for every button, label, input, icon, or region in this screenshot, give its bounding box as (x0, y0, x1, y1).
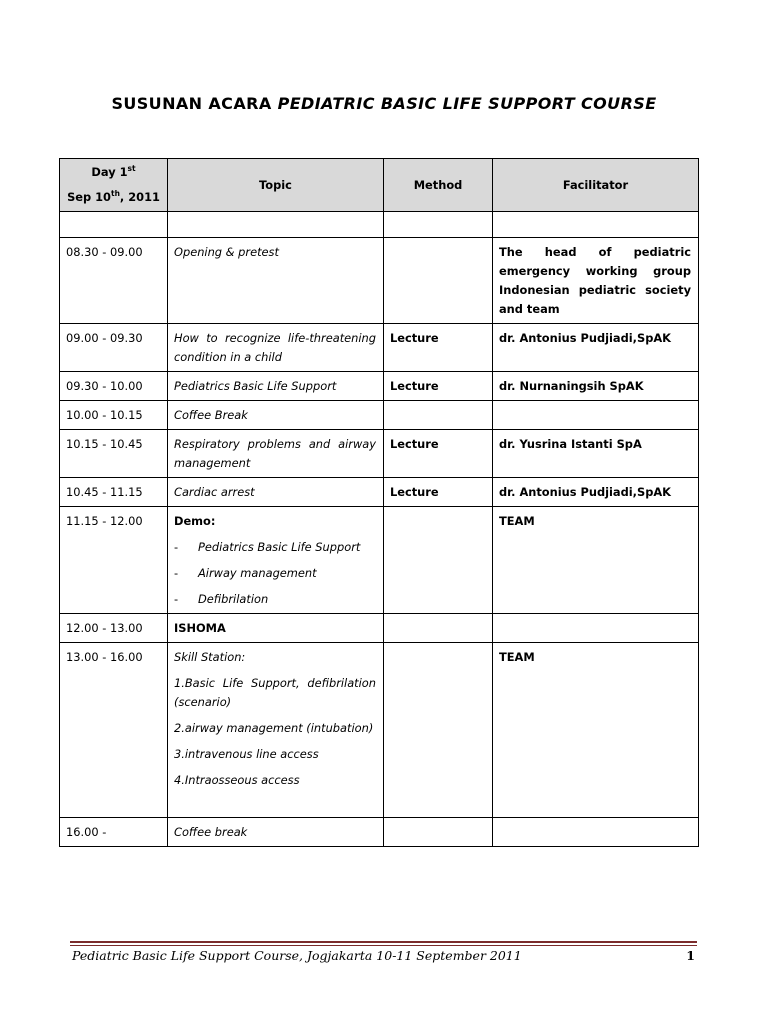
footer-rule (70, 941, 697, 943)
header-topic: Topic (168, 159, 384, 212)
time-cell: 10.00 - 10.15 (60, 401, 168, 430)
table-row (60, 643, 699, 818)
time-cell: 13.00 - 16.00 (60, 643, 168, 818)
method-cell (384, 643, 493, 818)
demo-item: - Pediatrics Basic Life Support (174, 540, 361, 554)
method-cell: Lecture (384, 324, 493, 372)
title-plain: SUSUNAN ACARA (111, 94, 278, 113)
skill-item: 3.intravenous line access (174, 747, 319, 761)
table-row (60, 818, 699, 847)
schedule-table (59, 158, 699, 847)
time-cell: 08.30 - 09.00 (60, 238, 168, 324)
topic-cell: Cardiac arrest (168, 478, 384, 507)
footer-text: Pediatric Basic Life Support Course, Jogjakarta 10-11 September 2011 (72, 948, 522, 963)
topic-cell: How to recognize life-threatening condition in a child (168, 324, 384, 372)
method-cell (384, 507, 493, 614)
header-day: Day 1 (91, 165, 128, 179)
topic-cell: Opening & pretest (168, 238, 384, 324)
topic-cell (168, 643, 384, 818)
method-cell (384, 401, 493, 430)
header-day-sup: st (127, 164, 136, 174)
demo-heading: Demo: (174, 514, 216, 528)
time-cell: 12.00 - 13.00 (60, 614, 168, 643)
topic-cell: Pediatrics Basic Life Support (168, 372, 384, 401)
facilitator-cell (493, 401, 699, 430)
page-number: 1 (686, 948, 695, 963)
method-cell: Lecture (384, 372, 493, 401)
time-cell: 16.00 - (60, 818, 168, 847)
skill-heading: Skill Station: (174, 650, 246, 664)
facilitator-cell (493, 614, 699, 643)
demo-item: - Airway management (174, 566, 317, 580)
time-cell: 09.00 - 09.30 (60, 324, 168, 372)
method-cell (384, 614, 493, 643)
header-date-sup: th (110, 189, 120, 199)
time-cell: 09.30 - 10.00 (60, 372, 168, 401)
method-cell: Lecture (384, 430, 493, 478)
table-row (60, 478, 699, 507)
method-cell (384, 238, 493, 324)
topic-cell: Coffee break (168, 818, 384, 847)
time-cell: 11.15 - 12.00 (60, 507, 168, 614)
facilitator-cell: TEAM (493, 507, 699, 614)
skill-item: 1.Basic Life Support, defibrilation (scenario) (174, 676, 376, 709)
header-date-year: , 2011 (119, 190, 160, 204)
footer-rule-thin (70, 945, 697, 946)
method-cell: Lecture (384, 478, 493, 507)
facilitator-cell: The head of pediatric emergency working group Indonesian pediatric society and team (493, 238, 699, 324)
header-method: Method (384, 159, 493, 212)
skill-item: 4.Intraosseous access (174, 773, 300, 787)
facilitator-cell: TEAM (493, 643, 699, 818)
facilitator-cell: dr. Nurnaningsih SpAK (493, 372, 699, 401)
title-italic: PEDIATRIC BASIC LIFE SUPPORT COURSE (277, 94, 657, 113)
table-row (60, 372, 699, 401)
header-date: Sep 10 (67, 190, 111, 204)
header-facilitator: Facilitator (493, 159, 699, 212)
table-row (60, 238, 699, 324)
table-row (60, 614, 699, 643)
table-row (60, 507, 699, 614)
time-cell: 10.15 - 10.45 (60, 430, 168, 478)
facilitator-cell: dr. Yusrina Istanti SpA (493, 430, 699, 478)
method-cell (384, 818, 493, 847)
table-row (60, 401, 699, 430)
skill-item: 2.airway management (intubation) (174, 721, 374, 735)
page-title (0, 94, 768, 113)
time-cell: 10.45 - 11.15 (60, 478, 168, 507)
header-day-date (60, 159, 168, 212)
facilitator-cell (493, 818, 699, 847)
demo-item: - Defibrilation (174, 592, 269, 606)
topic-cell: Respiratory problems and airway management (168, 430, 384, 478)
header-row (60, 159, 699, 212)
topic-cell: Coffee Break (168, 401, 384, 430)
facilitator-cell: dr. Antonius Pudjiadi,SpAK (493, 478, 699, 507)
topic-cell: ISHOMA (168, 614, 384, 643)
topic-cell (168, 507, 384, 614)
table-row (60, 324, 699, 372)
empty-row (60, 212, 699, 238)
facilitator-cell: dr. Antonius Pudjiadi,SpAK (493, 324, 699, 372)
table-row (60, 430, 699, 478)
